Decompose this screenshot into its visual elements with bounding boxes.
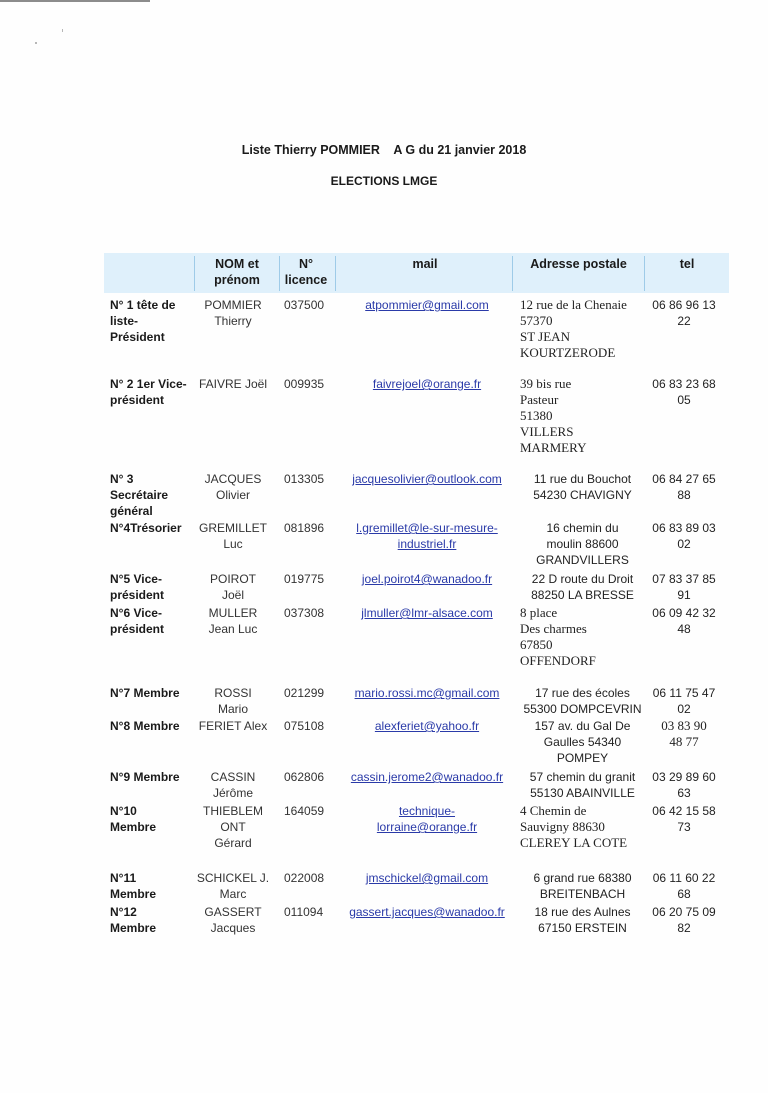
- name-line: Jean Luc: [208, 622, 258, 636]
- row-5-licence: [284, 571, 336, 587]
- address-line: Pasteur: [520, 392, 559, 407]
- address-line: CLEREY LA COTE: [520, 835, 628, 850]
- tel-line: 02: [677, 537, 691, 551]
- address-line: 88250 LA BRESSE: [531, 588, 634, 602]
- tel-line: 06 83 23 68: [652, 377, 716, 391]
- scan-edge-mark: [0, 0, 150, 2]
- name-line: GREMILLET: [198, 521, 267, 535]
- address-line: 54230 CHAVIGNY: [533, 488, 632, 502]
- address-line: 51380: [520, 408, 553, 423]
- tel-line: 02: [677, 702, 691, 716]
- row-5-tel: [648, 571, 720, 603]
- row-1-licence: [284, 297, 336, 313]
- name-line: Jérôme: [212, 786, 253, 800]
- address-line: 57370: [520, 313, 553, 328]
- role-line: Membre: [110, 887, 157, 901]
- row-8-role: [110, 718, 198, 734]
- row-1-name: [194, 297, 272, 329]
- role-line: N°10: [110, 804, 137, 818]
- address-line: ST JEAN: [520, 329, 570, 344]
- mail-line[interactable]: alexferiet@yahoo.fr: [374, 719, 480, 733]
- row-8-name: [194, 718, 272, 734]
- tel-line: 88: [677, 488, 691, 502]
- mail-line[interactable]: jlmuller@lmr-alsace.com: [361, 606, 493, 620]
- licence-line: 019775: [284, 572, 325, 586]
- row-1-address: [520, 297, 645, 361]
- scan-speck: [62, 29, 63, 32]
- page-title: Liste Thierry POMMIER A G du 21 janvier 2018: [241, 143, 527, 157]
- licence-line: 075108: [284, 719, 325, 733]
- row-2-role: [110, 376, 198, 408]
- address-line: Sauvigny 88630: [520, 819, 605, 834]
- mail-line[interactable]: atpommier@gmail.com: [365, 298, 489, 312]
- row-8-mail[interactable]: [342, 718, 512, 734]
- row-2-name: [194, 376, 272, 392]
- tel-line: 73: [677, 820, 691, 834]
- role-line: Membre: [110, 921, 157, 935]
- row-10-tel: [648, 803, 720, 835]
- row-11-mail[interactable]: [342, 870, 512, 886]
- licence-line: 013305: [284, 472, 325, 486]
- address-line: 55300 DOMPCEVRIN: [523, 702, 642, 716]
- row-7-role: [110, 685, 198, 701]
- row-12-mail[interactable]: [342, 904, 512, 920]
- licence-line: 037308: [284, 606, 325, 620]
- row-7-address: [520, 685, 645, 717]
- address-line: KOURTZERODE: [520, 345, 616, 360]
- tel-line: 05: [677, 393, 691, 407]
- row-12-role: [110, 904, 198, 936]
- row-5-address: [520, 571, 645, 603]
- address-line: 55130 ABAINVILLE: [530, 786, 635, 800]
- tel-line: 68: [677, 887, 691, 901]
- row-9-licence: [284, 769, 336, 785]
- row-10-licence: [284, 803, 336, 819]
- header-divider: [644, 256, 645, 291]
- header-licence: N° licence: [284, 257, 328, 287]
- address-line: BREITENBACH: [539, 887, 626, 901]
- licence-line: 011094: [284, 905, 324, 919]
- row-4-licence: [284, 520, 336, 536]
- row-5-mail[interactable]: [342, 571, 512, 587]
- tel-line: 06 09 42 32: [652, 606, 716, 620]
- row-6-licence: [284, 605, 336, 621]
- row-2-mail[interactable]: [342, 376, 512, 392]
- row-9-address: [520, 769, 645, 801]
- header-address: Adresse postale: [530, 257, 627, 271]
- mail-line[interactable]: mario.rossi.mc@gmail.com: [354, 686, 500, 700]
- row-4-address: [520, 520, 645, 568]
- role-line: N°11: [110, 871, 137, 885]
- tel-line: 07 83 37 85: [652, 572, 716, 586]
- address-line: 157 av. du Gal De: [534, 719, 631, 733]
- mail-line[interactable]: lorraine@orange.fr: [376, 820, 478, 834]
- address-line: POMPEY: [556, 751, 609, 765]
- row-10-role: [110, 803, 198, 835]
- row-8-address: [520, 718, 645, 766]
- address-line: 8 place: [520, 605, 558, 620]
- tel-line: 82: [677, 921, 691, 935]
- row-3-licence: [284, 471, 336, 487]
- row-6-role: [110, 605, 198, 637]
- row-4-name: [194, 520, 272, 552]
- address-line: 4 Chemin de: [520, 803, 587, 818]
- role-line: président: [110, 393, 165, 407]
- row-11-role: [110, 870, 198, 902]
- name-line: POMMIER: [204, 298, 262, 312]
- name-line: ONT: [220, 820, 246, 834]
- row-8-licence: [284, 718, 336, 734]
- tel-line: 03 29 89 60: [652, 770, 716, 784]
- mail-line[interactable]: jacquesolivier@outlook.com: [352, 472, 502, 486]
- role-line: N°7 Membre: [110, 686, 180, 700]
- scan-speck: [35, 42, 37, 44]
- address-line: VILLERS: [520, 424, 574, 439]
- address-line: GRANDVILLERS: [536, 553, 629, 567]
- header-name: NOM et prénom: [214, 257, 260, 287]
- role-line: Président: [110, 330, 165, 344]
- row-4-tel: [648, 520, 720, 552]
- tel-line: 06 11 60 22: [652, 871, 716, 885]
- row-6-mail[interactable]: [342, 605, 512, 621]
- row-9-tel: [648, 769, 720, 801]
- address-line: Gaulles 54340: [543, 735, 622, 749]
- role-line: N°5 Vice-: [110, 572, 162, 586]
- tel-line: 03 83 90: [661, 718, 707, 733]
- tel-line: 06 42 15 58: [652, 804, 716, 818]
- row-4-role: [110, 520, 198, 536]
- row-9-name: [194, 769, 272, 801]
- tel-line: 06 11 75 47: [652, 686, 716, 700]
- licence-line: 021299: [284, 686, 325, 700]
- address-line: moulin 88600: [546, 537, 619, 551]
- name-line: POIROT: [209, 572, 256, 586]
- role-line: président: [110, 622, 165, 636]
- row-2-address: [520, 376, 645, 456]
- name-line: FAIVRE Joël: [198, 377, 268, 391]
- row-1-mail[interactable]: [342, 297, 512, 313]
- row-11-address: [520, 870, 645, 902]
- name-line: Thierry: [214, 314, 252, 328]
- row-3-mail[interactable]: [342, 471, 512, 487]
- licence-line: 164059: [284, 804, 325, 818]
- row-9-mail[interactable]: [342, 769, 512, 785]
- row-10-address: [520, 803, 645, 851]
- row-9-role: [110, 769, 198, 785]
- address-line: 67850: [520, 637, 553, 652]
- address-line: OFFENDORF: [520, 653, 596, 668]
- licence-line: 022008: [284, 871, 325, 885]
- row-12-address: [520, 904, 645, 936]
- mail-line[interactable]: industriel.fr: [397, 537, 457, 551]
- mail-line[interactable]: faivrejoel@orange.fr: [372, 377, 482, 391]
- row-3-address: [520, 471, 645, 503]
- name-line: Mario: [217, 702, 248, 716]
- role-line: liste-: [110, 314, 139, 328]
- tel-line: 91: [677, 588, 691, 602]
- address-line: 6 grand rue 68380: [533, 871, 632, 885]
- mail-line[interactable]: gassert.jacques@wanadoo.fr: [349, 905, 505, 919]
- address-line: 22 D route du Droit: [531, 572, 634, 586]
- header-divider: [335, 256, 336, 291]
- role-line: président: [110, 588, 165, 602]
- row-7-tel: [648, 685, 720, 717]
- row-2-licence: [284, 376, 336, 392]
- row-7-name: [194, 685, 272, 717]
- header-mail: mail: [412, 257, 438, 271]
- role-line: Secrétaire: [110, 488, 169, 502]
- licence-line: 081896: [284, 521, 325, 535]
- tel-line: 48: [677, 622, 691, 636]
- row-3-tel: [648, 471, 720, 503]
- row-10-mail[interactable]: [342, 803, 512, 835]
- row-11-licence: [284, 870, 336, 886]
- tel-line: 06 84 27 65: [652, 472, 716, 486]
- name-line: JACQUES: [204, 472, 262, 486]
- tel-line: 06 20 75 09: [652, 905, 716, 919]
- name-line: Marc: [219, 887, 247, 901]
- licence-line: 037500: [284, 298, 325, 312]
- row-1-role: [110, 297, 198, 345]
- tel-line: 06 83 89 03: [652, 521, 716, 535]
- row-6-name: [194, 605, 272, 637]
- row-3-role: [110, 471, 198, 519]
- licence-line: 009935: [284, 377, 325, 391]
- row-12-licence: [284, 904, 336, 920]
- row-3-name: [194, 471, 272, 503]
- name-line: MULLER: [208, 606, 258, 620]
- mail-line[interactable]: l.gremillet@le-sur-mesure-: [356, 521, 498, 535]
- name-line: ROSSI: [214, 686, 252, 700]
- role-line: N°9 Membre: [110, 770, 180, 784]
- row-11-tel: [648, 870, 720, 902]
- role-line: N° 2 1er Vice-: [110, 377, 187, 391]
- name-line: FERIET Alex: [198, 719, 268, 733]
- name-line: THIEBLEM: [202, 804, 263, 818]
- address-line: 17 rue des écoles: [535, 686, 630, 700]
- address-line: 18 rue des Aulnes: [534, 905, 631, 919]
- role-line: N°4Trésorier: [110, 521, 182, 535]
- address-line: 11 rue du Bouchot: [533, 472, 632, 486]
- row-10-name: [194, 803, 272, 851]
- name-line: Luc: [223, 537, 243, 551]
- row-11-name: [194, 870, 272, 902]
- header-divider: [512, 256, 513, 291]
- role-line: N° 1 tête de: [110, 298, 176, 312]
- licence-line: 062806: [284, 770, 325, 784]
- row-7-licence: [284, 685, 336, 701]
- mail-line[interactable]: jmschickel@gmail.com: [365, 871, 489, 885]
- mail-line[interactable]: cassin.jerome2@wanadoo.fr: [350, 770, 504, 784]
- row-12-tel: [648, 904, 720, 936]
- address-line: MARMERY: [520, 440, 587, 455]
- name-line: CASSIN: [210, 770, 256, 784]
- role-line: N°6 Vice-: [110, 606, 162, 620]
- name-line: SCHICKEL J.: [196, 871, 270, 885]
- address-line: 12 rue de la Chenaie: [520, 297, 627, 312]
- header-divider: [194, 256, 195, 291]
- name-line: Gérard: [214, 836, 252, 850]
- address-line: Des charmes: [520, 621, 587, 636]
- name-line: Joël: [221, 588, 244, 602]
- address-line: 39 bis rue: [520, 376, 572, 391]
- tel-line: 48 77: [669, 734, 699, 749]
- mail-line[interactable]: joel.poirot4@wanadoo.fr: [361, 572, 493, 586]
- name-line: Jacques: [210, 921, 256, 935]
- address-line: 57 chemin du granit: [529, 770, 636, 784]
- row-8-tel: [648, 718, 720, 750]
- tel-line: 63: [677, 786, 691, 800]
- row-7-mail[interactable]: [342, 685, 512, 701]
- address-line: 67150 ERSTEIN: [538, 921, 627, 935]
- header-tel: tel: [679, 257, 695, 271]
- row-5-name: [194, 571, 272, 603]
- role-line: N°12: [110, 905, 137, 919]
- row-12-name: [194, 904, 272, 936]
- address-line: 16 chemin du: [546, 521, 619, 535]
- role-line: général: [110, 504, 153, 518]
- mail-line[interactable]: technique-: [398, 804, 456, 818]
- role-line: N° 3: [110, 472, 134, 486]
- page-subtitle: ELECTIONS LMGE: [330, 174, 438, 188]
- row-1-tel: [648, 297, 720, 329]
- role-line: Membre: [110, 820, 157, 834]
- row-6-tel: [648, 605, 720, 637]
- row-6-address: [520, 605, 645, 669]
- tel-line: 22: [677, 314, 691, 328]
- tel-line: 06 86 96 13: [652, 298, 716, 312]
- row-2-tel: [648, 376, 720, 408]
- row-5-role: [110, 571, 198, 603]
- row-4-mail[interactable]: [342, 520, 512, 552]
- name-line: GASSERT: [204, 905, 262, 919]
- name-line: Olivier: [215, 488, 250, 502]
- role-line: N°8 Membre: [110, 719, 180, 733]
